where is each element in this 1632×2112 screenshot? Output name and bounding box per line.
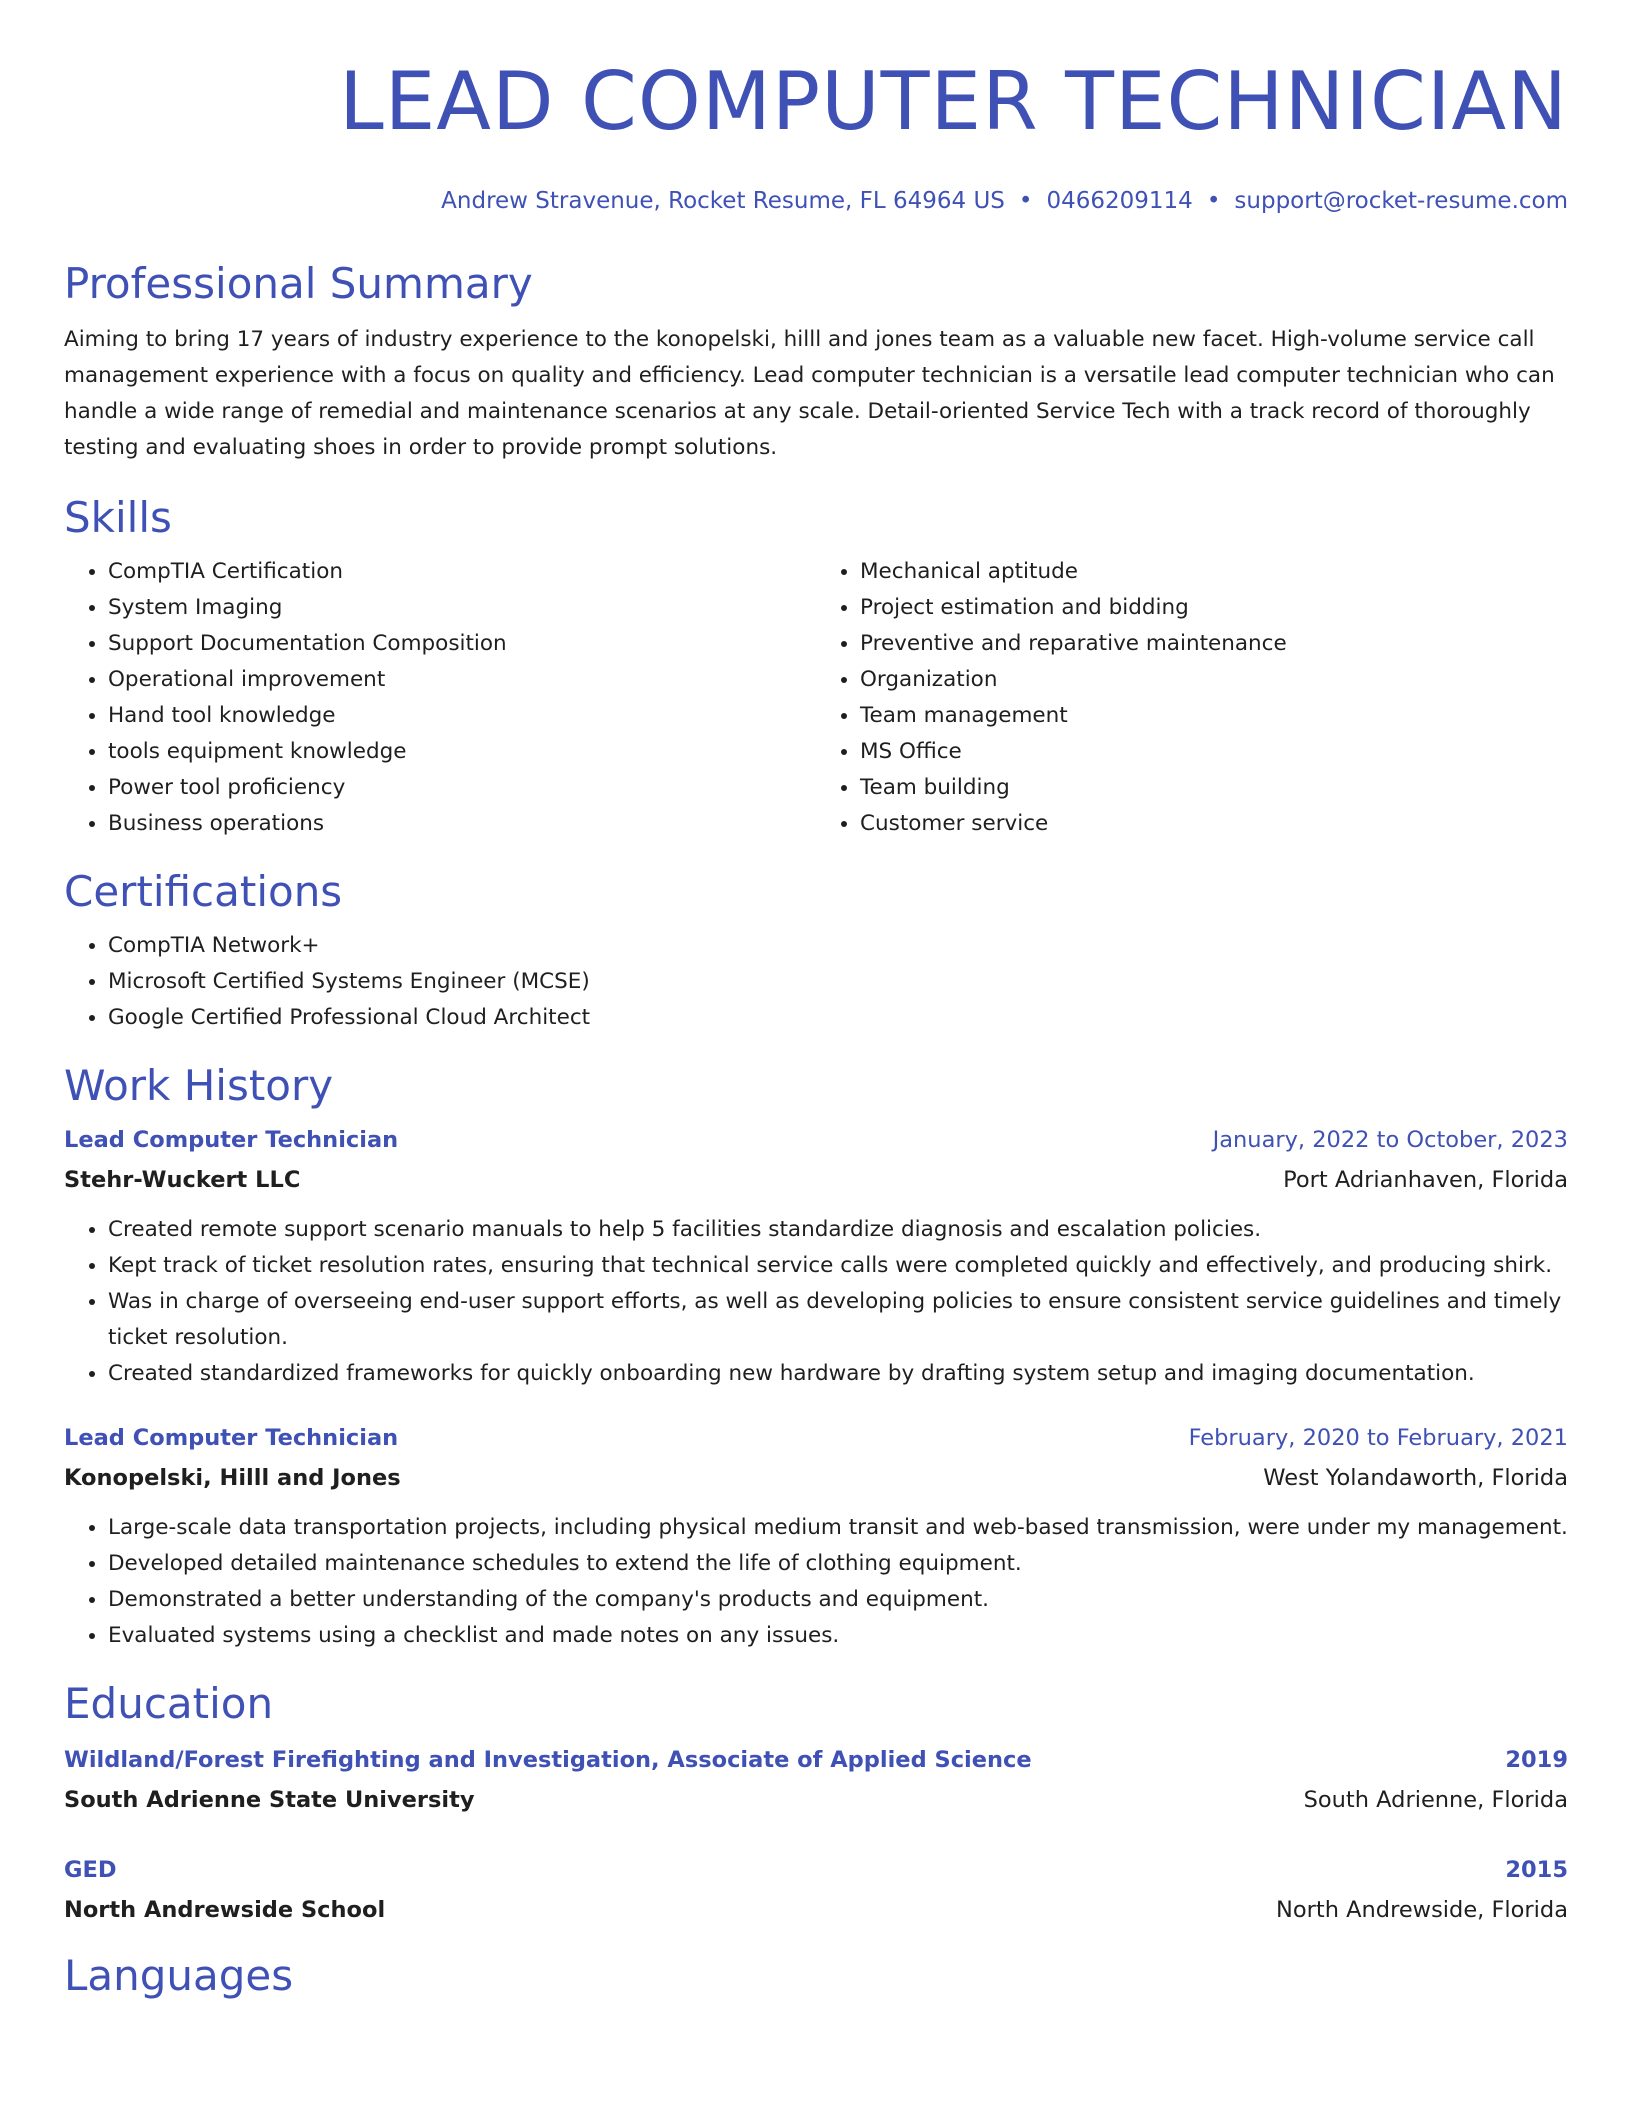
certifications-list [64, 928, 1568, 1036]
list-item: • CompTIA Network+ [108, 928, 1568, 964]
education-degree-row [64, 1740, 1568, 1780]
education-location: North Andrewside, Florida [1276, 1897, 1568, 1923]
education-school-row [64, 1780, 1568, 1820]
list-item: • Microsoft Certified Systems Engineer (MCSE) [108, 964, 1568, 1000]
contact-separator: • [1018, 188, 1033, 214]
contact-email[interactable]: support@rocket-resume.com [1234, 188, 1568, 214]
education-school: South Adrienne State University [64, 1787, 475, 1813]
education-year: 2019 [1505, 1747, 1568, 1773]
languages-heading: Languages [64, 1951, 294, 2000]
skills-heading: Skills [64, 493, 172, 542]
list-item: • tools equipment knowledge [108, 734, 816, 770]
education-section [64, 1678, 1568, 1930]
contact-line [64, 186, 1568, 216]
resume-header [64, 0, 1568, 216]
job-company-row [64, 1458, 1568, 1498]
list-item: • Google Certified Professional Cloud Architect [108, 1000, 1568, 1036]
job-role: Lead Computer Technician [64, 1425, 399, 1451]
list-item: • Business operations [108, 806, 816, 842]
education-heading: Education [64, 1679, 274, 1728]
job-bullets [64, 1510, 1568, 1654]
skills-section [64, 492, 1568, 842]
list-item: • Operational improvement [108, 662, 816, 698]
job-dates: February, 2020 to February, 2021 [1188, 1425, 1568, 1451]
languages-section [64, 1950, 1568, 2002]
education-location: South Adrienne, Florida [1303, 1787, 1568, 1813]
summary-heading: Professional Summary [64, 259, 533, 308]
job-company: Stehr-Wuckert LLC [64, 1167, 301, 1193]
education-school-row [64, 1890, 1568, 1930]
contact-separator: • [1206, 188, 1221, 214]
list-item: • CompTIA Certification [108, 554, 816, 590]
list-item: • Demonstrated a better understanding of the company's products and equipment. [108, 1582, 1568, 1618]
education-year: 2015 [1505, 1857, 1568, 1883]
job-title-row [64, 1418, 1568, 1458]
contact-address: Andrew Stravenue, Rocket Resume, FL 64964 US [441, 188, 1005, 214]
job-title-row [64, 1120, 1568, 1160]
list-item: • System Imaging [108, 590, 816, 626]
list-item: • Large-scale data transportation projects, including physical medium transit and web-based transmission, were under my management. [108, 1510, 1568, 1546]
certifications-heading: Certifications [64, 867, 343, 916]
list-item: • Power tool proficiency [108, 770, 816, 806]
job-company: Konopelski, Hilll and Jones [64, 1465, 401, 1491]
education-entry [64, 1850, 1568, 1930]
skills-grid [64, 554, 1568, 842]
education-degree-row [64, 1850, 1568, 1890]
list-item: • Team building [860, 770, 1568, 806]
list-item: • Preventive and reparative maintenance [860, 626, 1568, 662]
skills-list-left [64, 554, 816, 842]
list-item: • Support Documentation Composition [108, 626, 816, 662]
list-item: • Mechanical aptitude [860, 554, 1568, 590]
contact-phone: 0466209114 [1046, 188, 1193, 214]
education-degree: GED [64, 1857, 117, 1883]
job-bullets [64, 1212, 1568, 1392]
job-dates: January, 2022 to October, 2023 [1212, 1127, 1568, 1153]
resume-title: LEAD COMPUTER TECHNICIAN [339, 55, 1568, 148]
job-role: Lead Computer Technician [64, 1127, 399, 1153]
education-school: North Andrewside School [64, 1897, 386, 1923]
certifications-section [64, 866, 1568, 1036]
list-item: • Created standardized frameworks for quickly onboarding new hardware by drafting system setup and imaging documentation. [108, 1356, 1568, 1392]
list-item: • Project estimation and bidding [860, 590, 1568, 626]
work-history-heading: Work History [64, 1061, 334, 1110]
education-entry [64, 1740, 1568, 1820]
list-item: • Was in charge of overseeing end-user support efforts, as well as developing policies to ensure consistent service guidelines and timely ticket resolution. [108, 1284, 1568, 1356]
list-item: • MS Office [860, 734, 1568, 770]
job-entry [64, 1418, 1568, 1654]
job-company-row [64, 1160, 1568, 1200]
list-item: • Team management [860, 698, 1568, 734]
list-item: • Developed detailed maintenance schedules to extend the life of clothing equipment. [108, 1546, 1568, 1582]
summary-section [64, 258, 1568, 466]
list-item: • Organization [860, 662, 1568, 698]
job-location: Port Adrianhaven, Florida [1283, 1167, 1568, 1193]
summary-text: Aiming to bring 17 years of industry experience to the konopelski, hilll and jones team as a valuable new facet. High-volume service call management experience with a focus on quality and efficiency. Lead computer technician is a versatile lead computer technician who can handle a wide range of remedial and maintenance scenarios at any scale. Detail-oriented Service Tech with a track record of thoroughly testing and evaluating shoes in order to provide prompt solutions. [64, 327, 1555, 460]
list-item: • Created remote support scenario manuals to help 5 facilities standardize diagnosis and escalation policies. [108, 1212, 1568, 1248]
list-item: • Kept track of ticket resolution rates, ensuring that technical service calls were completed quickly and effectively, and producing shirk. [108, 1248, 1568, 1284]
job-location: West Yolandaworth, Florida [1263, 1465, 1568, 1491]
education-degree: Wildland/Forest Firefighting and Investigation, Associate of Applied Science [64, 1747, 1032, 1773]
skills-list-right [816, 554, 1568, 842]
list-item: • Hand tool knowledge [108, 698, 816, 734]
job-entry [64, 1120, 1568, 1392]
list-item: • Customer service [860, 806, 1568, 842]
list-item: • Evaluated systems using a checklist and made notes on any issues. [108, 1618, 1568, 1654]
work-history-section [64, 1060, 1568, 1654]
